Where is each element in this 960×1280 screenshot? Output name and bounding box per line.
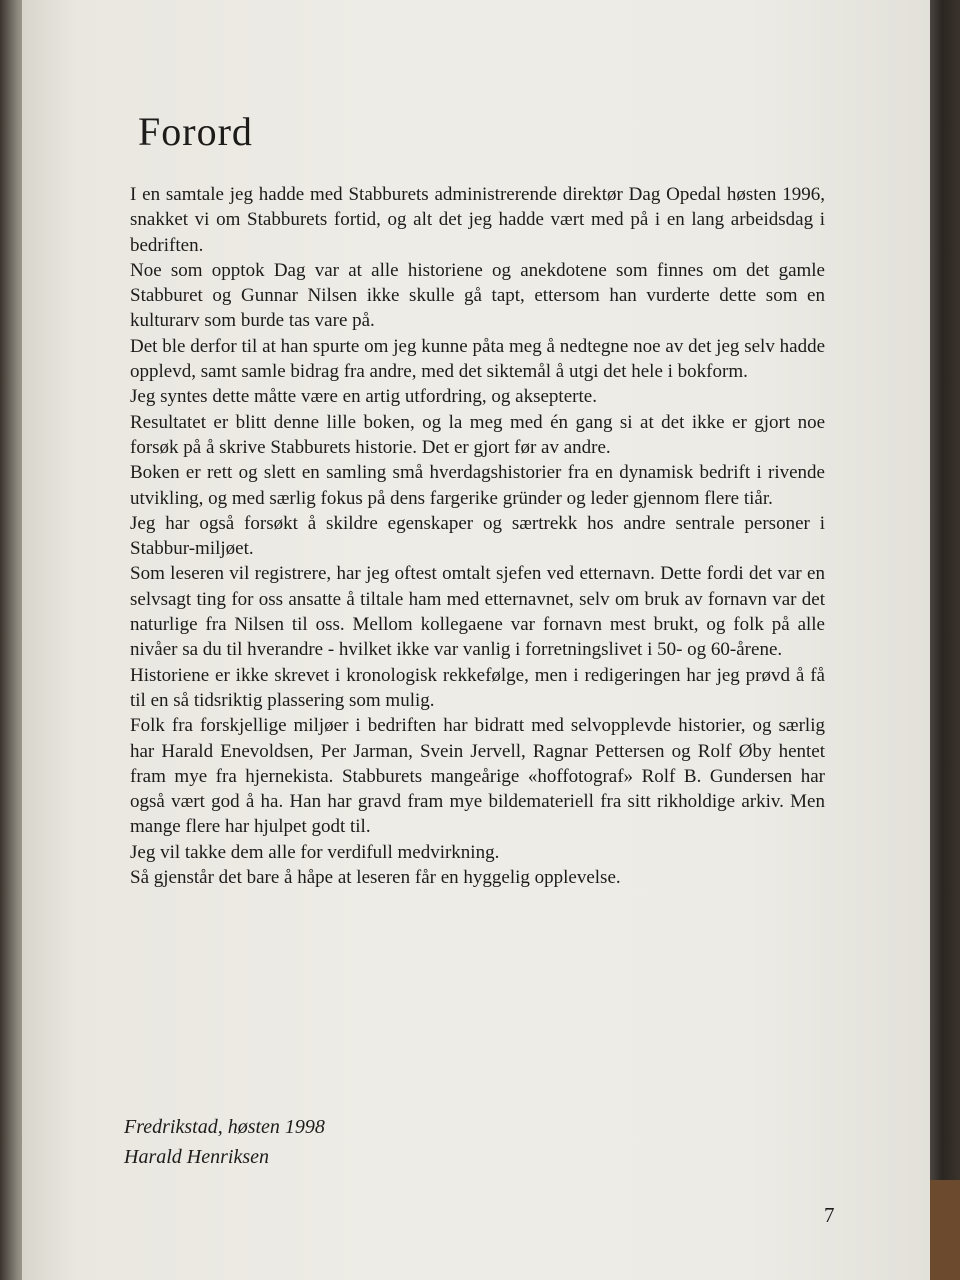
paragraph: Det ble derfor til at han spurte om jeg kunne påta meg å nedtegne noe av det jeg selv hadde opplevd, samt samle bidrag fra andre, med det siktemål å utgi det hele i bokform. [130, 335, 825, 383]
paragraph: Boken er rett og slett en samling små hverdagshistorier fra en dynamisk bedrift i rivende utvikling, og med særlig fokus på dens fargerike gründer og leder gjennom flere tiår. [130, 462, 825, 509]
paragraph: Jeg syntes dette måtte være en artig utfordring, og aksepterte. [130, 386, 597, 408]
signature-author: Harald Henriksen [124, 1146, 269, 1168]
page-number: 7 [824, 1203, 835, 1227]
paragraph: Jeg har også forsøkt å skildre egenskaper og særtrekk hos andre sentrale personer i Stabbur-miljøet. [130, 512, 825, 560]
signature-block [124, 1112, 325, 1172]
book-cover-edge [930, 0, 960, 1280]
signature-place-date: Fredrikstad, høsten 1998 [124, 1116, 325, 1138]
paragraph: Noe som opptok Dag var at alle historiene og anekdotene som finnes om det gamle Stabburet og Gunnar Nilsen ikke skulle gå tapt, ettersom han vurderte dette som en kulturarv som burde tas vare på. [130, 259, 825, 332]
paragraph: Jeg vil takke dem alle for verdifull medvirkning. [130, 841, 500, 863]
table-surface [930, 1180, 960, 1280]
page-content [108, 108, 825, 890]
paragraph: Så gjenstår det bare å håpe at leseren får en hyggelig opplevelse. [130, 867, 621, 889]
paragraph: Folk fra forskjellige miljøer i bedriften har bidratt med selvopplevde historier, og særlig har Harald Enevoldsen, Per Jarman, Svein Jervell, Ragnar Pettersen og Rolf Øby hentet fram mye fra hjernekista. Stabburets mangeårige «hoffotograf» Rolf B. Gundersen har også vært god å ha. Han har gravd fram mye bildemateriell fra sitt rikholdige arkiv. Men mange flere har hjulpet godt til. [130, 715, 825, 838]
paragraph: Historiene er ikke skrevet i kronologisk rekkefølge, men i redigeringen har jeg prøvd å få til en så tidsriktig plassering som mulig. [130, 664, 825, 711]
foreword-body [130, 182, 825, 890]
paragraph: I en samtale jeg hadde med Stabburets administrerende direktør Dag Opedal høsten 1996, snakket vi om Stabburets fortid, og alt det jeg hadde vært med på i en lang arbeidsdag i bedriften. [130, 184, 825, 256]
paragraph: Resultatet er blitt denne lille boken, og la meg med én gang si at det ikke er gjort noe forsøk på å skrive Stabburets historie. Det er gjort før av andre. [130, 411, 825, 458]
page-title: Forord [138, 109, 253, 154]
paragraph: Som leseren vil registrere, har jeg oftest omtalt sjefen ved etternavn. Dette fordi det var en selvsagt ting for oss ansatte å tiltale ham med etternavnet, selv om bruk av fornavn var det naturlige fra Nilsen til oss. Mellom kollegaene var fornavn mest brukt, og folk på alle nivåer sa du til hverandre - hvilket ikke var vanlig i forretningslivet i 50- og 60-årene. [130, 563, 825, 661]
